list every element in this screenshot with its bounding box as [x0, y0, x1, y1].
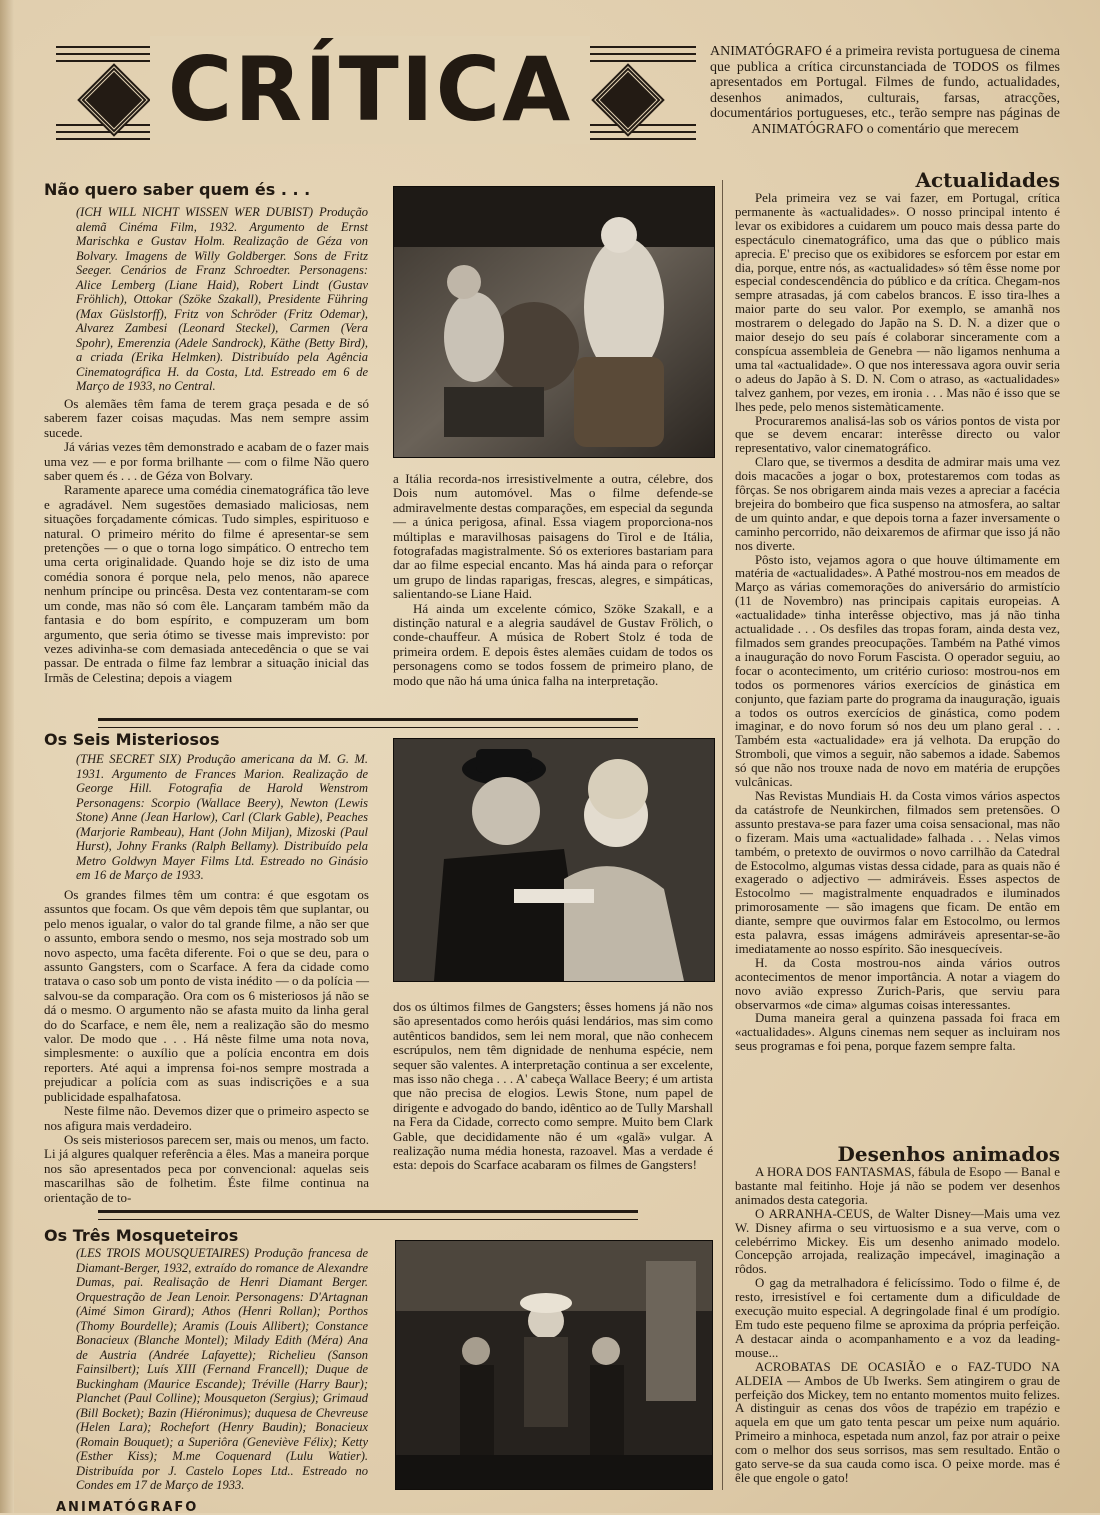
article-credits: (THE SECRET SIX) Produção americana da M. G. M. 1931. Argumento de Frances Marion. Realização de George Hill. Fotografia de Harold Wenstrom Personagens: Scorpio (Wallace Beery), Newton (Lewis Stone) Anne (Jean Harlow), Carl (Clark Gable), Peaches (Marjorie Rambeau), Hant (John Miljan), Mizoski (Paul Hurst), Johny Franks (Ralph Bellamy). Distribuído pela Metro Goldwyn Mayer Films Ltd. Estreado no Ginásio em 16 de Março de 1933. — [76, 752, 368, 882]
section-rule — [98, 718, 638, 728]
article-body-right: dos os últimos filmes de Gangsters; êsses homens já não nos são apresentados como heróis quási lendários, mas sim como autênticos bandidos, sem lei nem moral, que não conhecem escrúpulos, nem têm dignidade de nenhuma espécie, nem sequer são valentes. A interpretação continua a ser excelente, mas isso não chega . . . A' cabeça Wallace Beery; é um artista que não precisa de elogios. Lewis Stone, num papel de dirigente e advogado do bando, idêntico ao de Tully Marshall na Fera da Cidade, correcto como sempre. Muito bem Clark Gable, que decididamente não é um «galã» vulgar. A realização numa média honesta, razoavel. Mas a verdade é esta: depois do Scarface acabaram os filmes de Gangsters! — [393, 999, 713, 1173]
column-divider — [722, 180, 723, 1490]
actualidades-body: Pela primeira vez se vai fazer, em Portugal, crítica permanente às «actualidades». O nosso principal intento é levar os exibidores a cuidarem um pouco mais dessa parte do espectáculo cinematográfico, uma das que o público mais aprecia. E' preciso que os exibidores se esforcem por estar em dia, porque, entre nós, as «actualidades» só têm êsse nome por especial condescendência do público e da crítica. Chegam-nos sempre atrasadas, já com cabelos brancos. E isso tira-lhes a maior parte do seu valor. Por exemplo, se amanhã nos mostrarem o delegado do Japão na S. D. N. a dizer que o maior desejo do seu país é colaborar sinceramente com a conspícua assembleia de Genebra — não ligamos nenhuma a uma tal «actualidade». O que nos interessava agora ouvir seria o adeus do Japão à S. D. N. Com o atraso, as «actualidades» talvez ganhem, por vezes, em ironia . . . Mas não é isso que se lhes pede, pelo menos sistemàticamente. Procuraremos analisá-las sob os vários pontos de vista por que se devem encarar: interêsse directo ou valor representativo, valor cinematográfico. Claro que, se tivermos a desdita de admirar mais uma vez dois macacões a jogar o box, protestaremos com todas as fôrças. Se nos obrigarem ainda mais vezes a apreciar a facécia brejeira do bombeiro que fica suspenso na atmosfera, ao saltar de um quinto andar, e que depois torna a fazer inversamente o caminho percorrido, não deixaremos de afirmar que isso já não nos diverte. Pôsto isto, vejamos agora o que houve últimamente em matéria de «actualidades». A Pathé mostrou-nos em meados de Março as várias comemorações do aniversário do armistício (11 de Novembro) nas principais capitais europeias. A «actualidade» tinha interêsse objectivo, mas já não tinha actualidade . . . Os desfiles das tropas foram, ainda desta vez, filmados sem grandes preocupações. Também na Pathé vimos a inauguração do novo Forum Fascista. O operador seguiu, ao focar o acontecimento, um critério curioso: mostrou-nos em todos os pormenores vários exercícios de ginástica em conjunto, que faziam parte do programa da inauguração, iguais a todos os outros exercícios de ginástica, como podem imaginar, e do novo forum só nos deu um plano geral . . . Também esta «actualidade» era já velhota. Da erupção do Stromboli, que vimos a seguir, não sabemos a idade. Sabemos só que não nos trouxe nada de novo em matéria de erupções vulcânicas. Nas Revistas Mundiais H. da Costa vimos vários aspectos da catástrofe de Neunkirchen, filmados sem pretensões. O assunto prestava-se para fazer uma coisa sensacional, mas não o fizeram. Mais uma «actualidade» falhada . . . Nelas vimos também, o pretexto de ouvirmos o novo carrilhão da Catedral de Estocolmo, algumas vistas dessa cidade, para as quais não é exagerado o adjectivo — admiráveis. Esses aspectos de Estocolmo — magistralmente enquadrados e iluminados primorosamente — são imagens que ficam. De então em diante, sempre que ouvirmos falar em Estocolmo, ou lermos esta palavra, essas imágens admiráveis apresentar-se-ão imediatamente ao nosso espírito. São inesquecíveis. H. da Costa mostrou-nos ainda vários outros acontecimentos de menor importância. A notar a viagem do novo avião expresso Zurich-Paris, que serviu para observarmos «de cima» algumas coisas interessantes. Duma maneira geral a quinzena passada foi fraca em «actualidades». Alguns cinemas nem sequer as incluiram nos seus programas e foi pena, porque fazem sempre falta. — [735, 191, 1061, 1054]
film-still-photo — [395, 1240, 713, 1490]
article-title: Os Três Mosqueteiros — [44, 1226, 239, 1245]
desenhos-body: A HORA DOS FANTASMAS, fábula de Esopo — Banal e bastante mal feitinho. Hoje já não se podem ver desenhos animados desta categoria. O ARRANHA-CEUS, de Walter Disney—Mais uma vez W. Disney afirma o seu virtuosismo e a sua verve, com o celebérrimo Mickey. Eis um desenho animado modelo. Concepção arrojada, realização impecável, imaginação a rôdos. O gag da metralhadora é felicíssimo. Todo o filme é, de resto, irresistível e foi certamente dum a dificuldade de execução muito especial. A degringolade final é um prodígio. Em tudo este pequeno filme se aproxima da própria perfeição. A destacar ainda o acompanhamento e a voz da leading-mouse... ACROBATAS DE OCASIÃO e o FAZ-TUDO NA ALDEIA — Ambos de Ub Iwerks. Sem atingirem o grau de perfeição dos Mickey, tem no entanto momentos muito felizes. A distinguir as cenas dos vôos de trapézio em trapézio e aquela em que um gato tenta pescar um peixe num aquário. Primeiro a minhoca, espetada num anzol, faz por atrair o peixe com o melhor dos seus sorrisos, mas sem resultado. Então o gato serve-se da sua cauda como isca. O peixe morde. mas é êle que engole o gato! — [735, 1165, 1060, 1485]
intro-text: ANIMATÓGRAFO é a primeira revista portuguesa de cinema que publica a crítica circunstanciada de TODOS os filmes apresentados em Portugal. Filmes de fundo, actualidades, desenhos animados, culturais, farsas, atracções, documentários portugueses, etc., terão sempre nas páginas de ANIMATÓGRAFO o comentário que merecem — [710, 44, 1060, 137]
section-heading-actualidades: Actualidades — [915, 168, 1060, 192]
article-body-right: a Itália recorda-nos irresistivelmente a outra, célebre, dos Dois num automóvel. Mas o filme defende-se admiravelmente destas comparações, em especial da segunda — a única perigosa, afinal. Essa viagem proporciona-nos múltiplas e maravilhosas paisagens do Tirol e de Itália, fotografadas magistralmente. Só os exteriores bastariam para dar ao filme especial encanto. Mas há ainda para o reforçar um grupo de lindas raparigas, frescas, alegres, e simpáticas, salientando-se Liane Haid. Há ainda um excelente cómico, Szöke Szakall, e a distinção natural e a alegria saudável de Gustav Frölich, o conde-chauffeur. A música de Robert Stolz é toda de primeira ordem. E depois êstes alemães cuidam de todos os personagens como se todos fossem de primeiro plano, de modo que não há uma única falha na interpretação. — [393, 471, 713, 688]
footer-masthead: ANIMATÓGRAFO — [56, 1500, 199, 1515]
article-title: Os Seis Misteriosos — [44, 730, 220, 749]
film-still-photo — [393, 186, 715, 458]
article-credits: (ICH WILL NICHT WISSEN WER DUBIST) Produção alemã Cinéma Film, 1932. Argumento de Ernst Marischka e Gustav Holm. Realização de Géza von Bolvary. Imagens de Willy Goldberger. Sons de Fritz Seeger. Cenários de Franz Schroedter. Personagens: Alice Lemberg (Liane Haid), Robert Lindt (Gustav Fröhlich), Ottokar (Szöke Szakall), Presidente Führing (Max Güslstorff), Fritz von Schröder (Fritz Odemar), Alvarez Zambesi (Leonard Steckel), Carmen (Vera Spohr), Emerenzia (Adele Sandrock), Käthe (Betty Bird), a criada (Erika Helmken). Distribuído pela Agência Cinematográfica H. da Costa, Ltd. Estreado em 6 de Março de 1933, no Central. — [76, 205, 368, 393]
article-body-left: Os grandes filmes têm um contra: é que esgotam os assuntos que focam. Os que vêm depois têm que suplantar, ou pelo menos igualar, o valor do tal grande filme, a não ser que o assunto, embora sendo o mesmo, nos seja mostrado sob um novo aspecto, uma facêta diferente. Foi o que se deu, para o assunto Gangsters, com o Scarface. A fera da cidade como tratava o caso sob um ponto de vista inédito — o da polícia — salvou-se da comparação. Ora com os 6 misteriosos já não se dá o mesmo. O argumento não se afasta muito da linha geral do do Scarface, e nem êle, nem a realização são do mesmo valor. De modo que . . . Há nêste filme uma nota nova, simplesmente: o auxílio que a polícia encontra em dois reporters. Até aqui a imprensa foi-nos sempre mostrada a prejudicar a polícia com as suas indiscrições e a sua publicidade espalhafatosa. Neste filme não. Devemos dizer que o primeiro aspecto se nos afigura mais verdadeiro. Os seis misteriosos parecem ser, mais ou menos, um facto. Li já algures qualquer referência a êles. Mas a maneira porque nos são apresentados peca por convencional: aquelas seis mascarilhas são de folhetim. Éste filme continua na orientação de to- — [44, 887, 369, 1205]
article-title: Não quero saber quem és . . . — [44, 180, 311, 199]
article-credits: (LES TROIS MOUSQUETAIRES) Produção francesa de Diamant-Berger, 1932, extraído do romance de Alexandre Dumas, pai. Realisação de Henri Diamant Berger. Orquestração de Jean Lenoir. Personagens: D'Artagnan (Aimé Simon Girard); Athos (Henri Rollan); Porthos (Thomy Bourdelle); Aramis (Louis Allibert); Constance Bonacieux (Blanche Montel); Milady Edith (Méra) Ana de Austria (Andrée Lafayette); Richelieu (Sanson Fainsilbert); Luís XIII (Fernand Francell); Duque de Buckingham (Maurice Escande); Tréville (Harry Baur); Planchet (Paul Colline); Mousqueton (Sergius); Grimaud (Bill Bocket); Bazin (Hiéronimus); duquesa de Chevreuse (Helen Lara); Rochefort (Henry Baudin); Bonacieux (Romain Bouquet); a Superiôra (Geneviève Félix); Ketty (Esther Kiss); M.me Coquenard (Lulu Watier). Distribuída por J. Castelo Lopes Ltd.. Estreado no Condes em 17 de Março de 1933. — [76, 1246, 368, 1492]
section-title: CRÍTICA — [150, 36, 590, 144]
section-heading-desenhos: Desenhos animados — [837, 1142, 1060, 1166]
article-body-left: Os alemães têm fama de terem graça pesada e de só saberem fazer coisas maçudas. Mas nem sempre assim sucede. Já várias vezes têm demonstrado e acabam de o fazer mais uma vez — e por forma brilhante — com o filme Não quero saber quem és . . . de Géza von Bolvary. Raramente aparece uma comédia cinematográfica tão leve e agradável. Nem sugestões demasiado maliciosas, nem situações forçadamente cómicas. Tudo simples, espirituoso e natural. O primeiro mérito do filme é apresentar-se sem pretenções — o que o torna logo simpático. O entrecho tem uma certa originalidade. Quando hoje se diz isto de uma comédia sonora é porque nela, pelo menos, não aparece nenhum príncipe ou princêsa. Desta vez contentaram-se com um conde, mas não só com êle. Lançaram também mão da fantasia e do bom espírito, e compuzeram um bom argumento, que seria ótimo se tivesse mais imprevisto: por vezes adivinha-se com demasiada antecedência o que se vai passar. De entrada o filme faz lembrar a situação inicial das Irmãs de Celestina; depois a viagem — [44, 396, 369, 685]
section-rule — [98, 1210, 638, 1220]
film-still-photo — [393, 738, 715, 982]
